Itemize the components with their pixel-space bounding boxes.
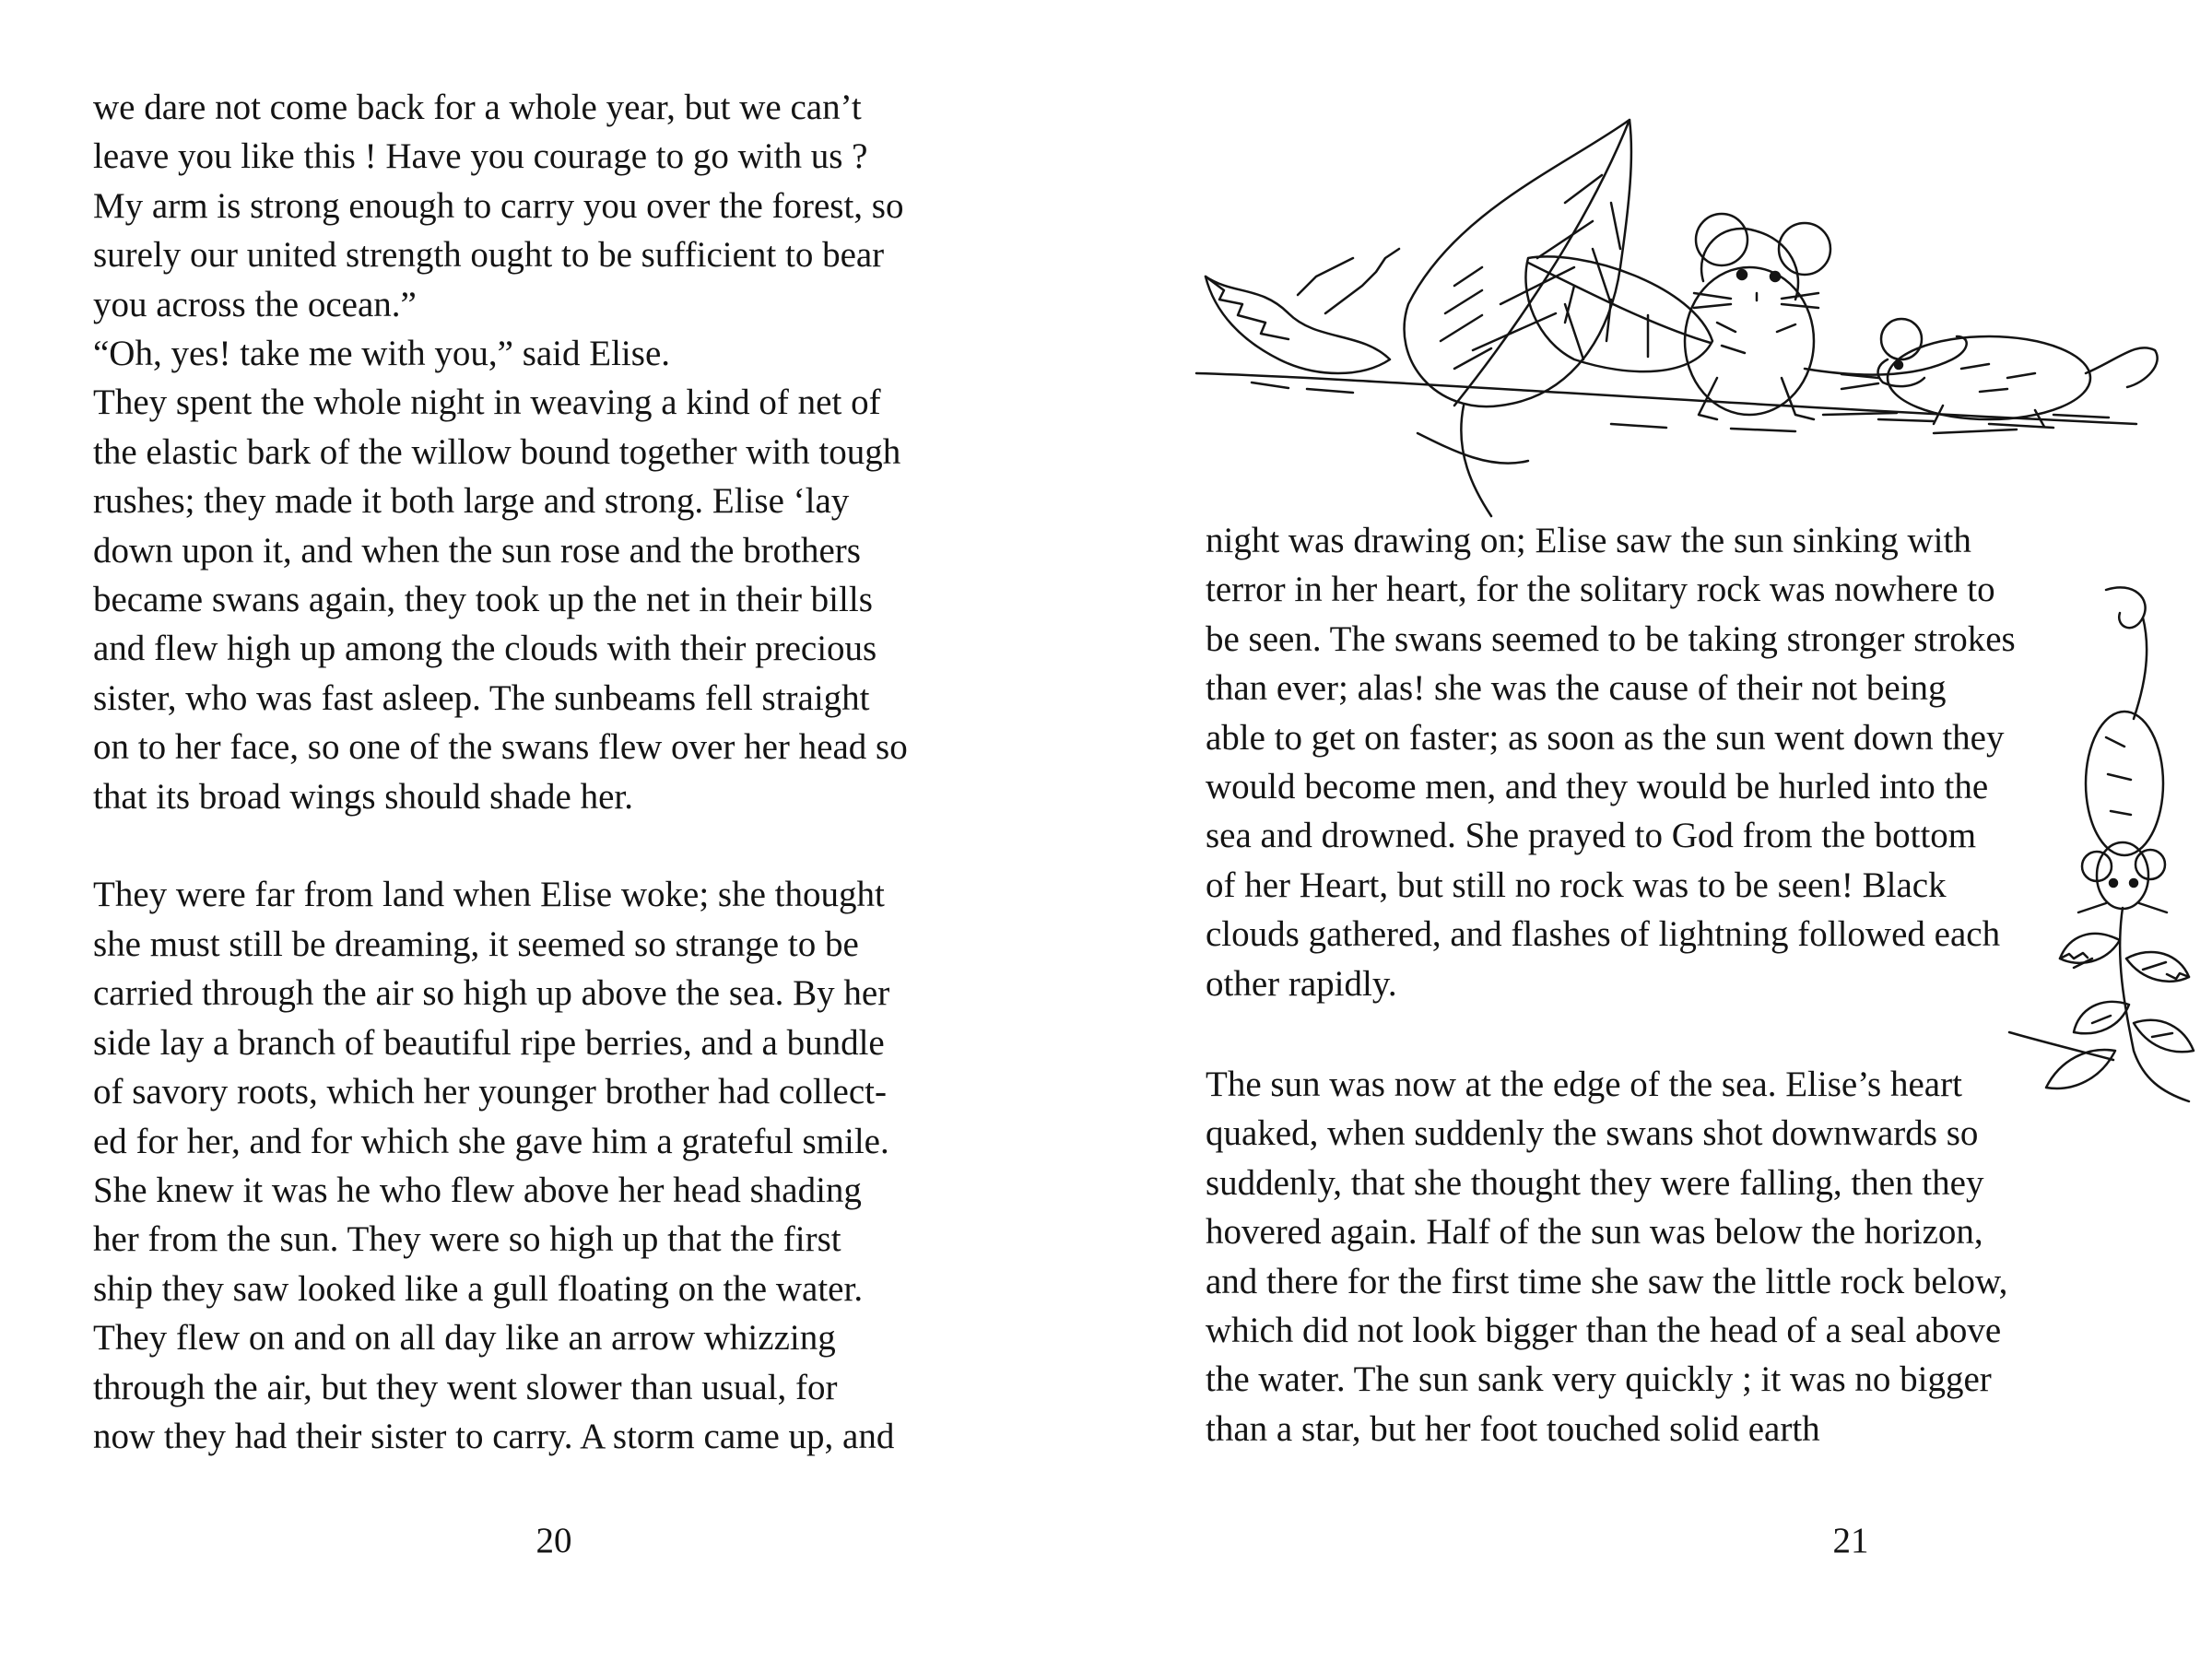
text-line: of savory roots, which her younger brother had collect-	[93, 1072, 887, 1112]
text-line: now they had their sister to carry. A storm came up, and	[93, 1416, 895, 1456]
right-page-text-bottom	[1206, 1060, 2127, 1453]
text-line: through the air, but they went slower than usual, for	[93, 1367, 838, 1407]
text-line: on to her face, so one of the swans flew over her head so	[93, 727, 908, 768]
text-line: than ever; alas! she was the cause of their not being	[1206, 668, 1947, 709]
text-line: carried through the air so high up above the sea. By her	[93, 973, 890, 1014]
text-line: surely our united strength ought to be sufficient to bear	[93, 235, 885, 276]
text-line: sea and drowned. She prayed to God from the bottom	[1206, 816, 1977, 856]
text-line: hovered again. Half of the sun was below the horizon,	[1206, 1212, 1983, 1253]
text-line: clouds gathered, and flashes of lightning followed each	[1206, 914, 2001, 955]
text-line: rushes; they made it both large and strong. Elise ‘lay	[93, 481, 850, 522]
text-line: other rapidly.	[1206, 963, 1397, 1004]
text-line: leave you like this ! Have you courage to go with us ?	[93, 136, 868, 177]
text-line: which did not look bigger than the head of a seal above	[1206, 1311, 2002, 1351]
text-line: She knew it was he who flew above her head shading	[93, 1170, 862, 1210]
right-page	[1106, 0, 2212, 1659]
text-line: became swans again, they took up the net in their bills	[93, 580, 873, 620]
text-line: her from the sun. They were so high up that the first	[93, 1219, 841, 1260]
text-line: than a star, but her foot touched solid earth	[1206, 1408, 1820, 1449]
page-number: 20	[535, 1521, 572, 1560]
text-line: ed for her, and for which she gave him a grateful smile.	[93, 1121, 889, 1161]
text-line: down upon it, and when the sun rose and the brothers	[93, 530, 861, 571]
text-line: sister, who was fast asleep. The sunbeams fell straight	[93, 677, 870, 718]
text-line: ship they saw looked like a gull floating on the water.	[93, 1268, 864, 1309]
text-line: My arm is strong enough to carry you over the forest, so	[93, 185, 904, 226]
text-line: would become men, and they would be hurled into the	[1206, 767, 1989, 807]
text-line: the water. The sun sank very quickly ; it was no bigger	[1206, 1359, 1992, 1400]
text-line: able to get on faster; as soon as the sun went down they	[1206, 717, 2005, 758]
right-page-text-top	[1206, 516, 2127, 1008]
text-line: you across the ocean.”	[93, 284, 417, 324]
text-line: The sun was now at the edge of the sea. Elise’s heart	[1206, 1065, 1962, 1104]
text-line: she must still be dreaming, it seemed so strange to be	[93, 924, 859, 964]
text-line: that its broad wings should shade her.	[93, 776, 634, 817]
text-line: of her Heart, but still no rock was to be seen! Black	[1206, 865, 1947, 905]
text-line: and flew high up among the clouds with their precious	[93, 629, 877, 669]
text-line: “Oh, yes! take me with you,” said Elise.	[93, 334, 670, 374]
page-number: 21	[1832, 1521, 1869, 1560]
mice-and-leaves-icon	[1178, 101, 2173, 525]
text-line: night was drawing on; Elise saw the sun sinking with	[1206, 521, 1971, 560]
text-line: side lay a branch of beautiful ripe berries, and a bundle	[93, 1022, 885, 1063]
left-page-text	[93, 83, 1033, 1461]
paragraph-gap	[93, 821, 1033, 870]
text-line: terror in her heart, for the solitary rock was nowhere to	[1206, 570, 1995, 610]
text-line: They flew on and on all day like an arrow whizzing	[93, 1318, 836, 1359]
text-line: and there for the first time she saw the little rock below,	[1206, 1261, 2008, 1301]
text-line: quaked, when suddenly the swans shot downwards so	[1206, 1113, 1979, 1154]
text-line: the elastic bark of the willow bound together with tough	[93, 431, 901, 472]
text-line: They were far from land when Elise woke; she thought	[93, 875, 885, 915]
text-line: be seen. The swans seemed to be taking stronger strokes	[1206, 618, 2016, 659]
text-line: we dare not come back for a whole year, but we can’t	[93, 88, 862, 127]
mice-illustration	[1178, 101, 2173, 525]
text-line: suddenly, that she thought they were falling, then they	[1206, 1162, 1984, 1203]
text-line: They spent the whole night in weaving a kind of net of	[93, 382, 881, 423]
